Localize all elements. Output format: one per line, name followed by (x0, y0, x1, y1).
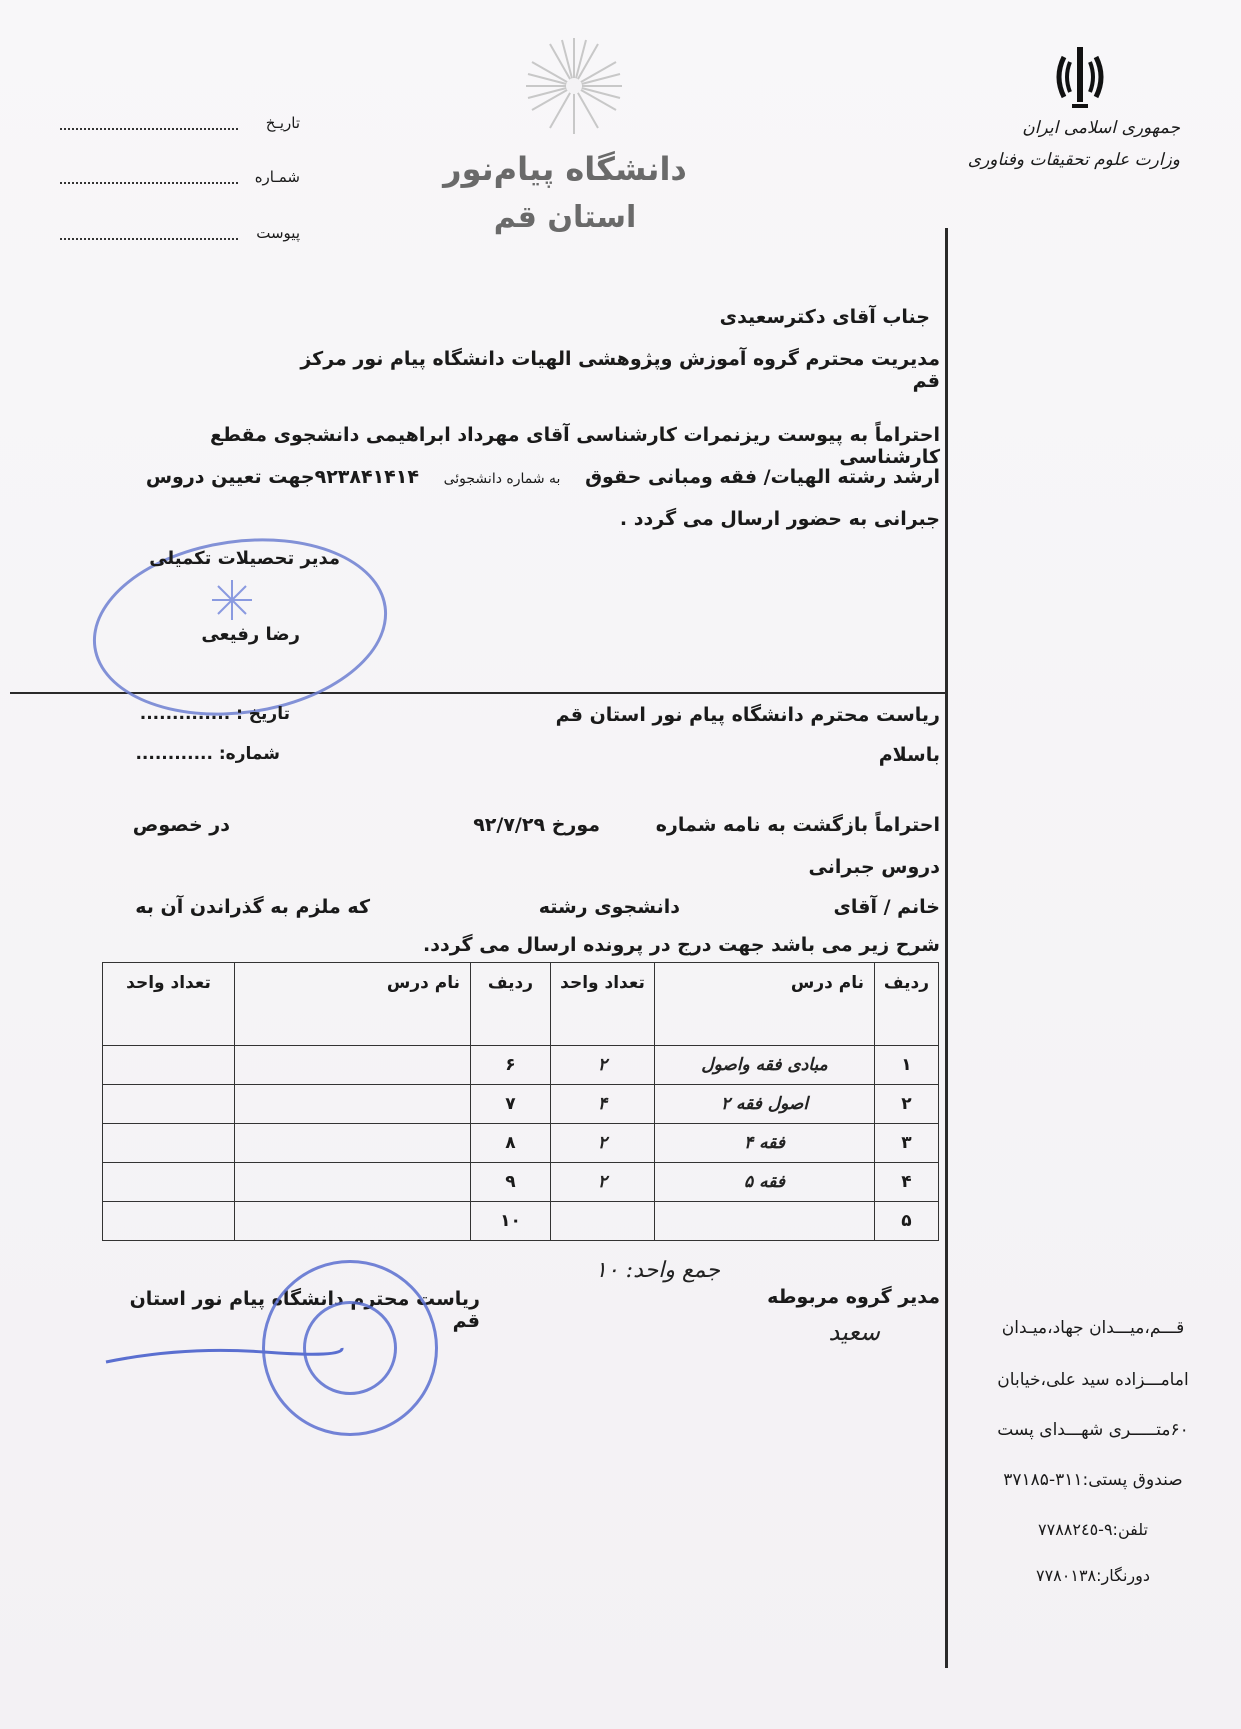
body-line-3: جبرانی به حضور ارسال می گردد . (619, 508, 940, 530)
group-head-label: مدیر گروه مربوطه (767, 1286, 940, 1308)
address-line-2: امامـــزاده سید علی،خیابان (997, 1370, 1189, 1390)
group-head-signature: سعید (828, 1318, 880, 1346)
field-label: دانشجوی رشته (538, 896, 680, 918)
header-row-number-2: ردیف (471, 963, 551, 1046)
table-row: ۳ فقه ۴ ۲ ۸ (103, 1124, 939, 1163)
date-field: تاریـخ (60, 114, 300, 138)
header-course-name: نام درس (655, 963, 875, 1046)
header-course-name-2: نام درس (235, 963, 471, 1046)
address-line-3: ۶۰متـــــری شهـــدای پست (997, 1420, 1189, 1440)
table-row: ۵ ۱۰ (103, 1202, 939, 1241)
table-header-row (103, 963, 939, 1046)
header-units-2: تعداد واحد (103, 963, 235, 1046)
header-units: تعداد واحد (551, 963, 655, 1046)
attachment-field: پیوست (60, 224, 300, 248)
obligated-text: که ملزم به گذراندن آن به (135, 896, 370, 918)
president-label: ریاست محترم دانشگاه پیام نور استان قم (129, 1288, 480, 1332)
table-row: ۲ اصول فقه ۲ ۴ ۷ (103, 1085, 939, 1124)
reply-addressee: ریاست محترم دانشگاه پیام نور استان قم (555, 704, 940, 726)
republic-title: جمهوری اسلامی ایران (1022, 118, 1180, 138)
signature-stroke (104, 1340, 344, 1370)
province-name: استان قم (493, 200, 637, 235)
address-line-4: صندوق پستی:۳۱۱-۳۷۱۸۵ (1003, 1470, 1183, 1490)
ref-text: احتراماً بازگشت به نامه شماره (655, 814, 940, 836)
fax-number: دورنگار:۷۷۸۰۱۳۸ (1035, 1566, 1150, 1585)
student-label: خانم / آقای (833, 896, 940, 918)
phone-number: تلفن:۹-۷۷۸۸۲٤٥ (1038, 1520, 1148, 1539)
table-row: ۴ فقه ۵ ۲ ۹ (103, 1163, 939, 1202)
table-row: ۱ مبادی فقه واصول ۲ ۶ (103, 1046, 939, 1085)
salutation: جناب آقای دکترسعیدی (719, 306, 930, 328)
university-name: دانشگاه پیام‌نور (443, 150, 687, 188)
address-line-1: قـــم،میـــدان جهاد،میـدان (1001, 1318, 1185, 1338)
iran-emblem-icon (1050, 42, 1110, 112)
reply-number: شماره: ............ (135, 744, 280, 764)
table-intro: شرح زیر می باشد جهت درج در پرونده ارسال می گردد. (423, 934, 940, 956)
addressee: مدیریت محترم گروه آموزش وپژوهشی الهیات دانشگاه پیام نور مرکز قم (300, 348, 940, 392)
signer-name: رضا رفیعی (201, 624, 300, 645)
number-field: شمـاره (60, 168, 300, 192)
reply-subject: دروس جبرانی (808, 856, 940, 878)
signer-title: مدیر تحصیلات تکمیلی (149, 548, 340, 569)
ministry-title: وزارت علوم تحقیقات وفناوری (967, 150, 1180, 170)
total-units-note: جمع واحد: ۱۰ (595, 1258, 720, 1283)
ref-date: مورخ ۹۲/۷/۲۹ (473, 814, 600, 836)
body-line-2: ارشد رشته الهیات/ فقه ومبانی حقوق به شماره دانشجوئی ۹۲۳۸۴۱۴۱۴جهت تعیین دروس (145, 466, 940, 488)
reply-date: تاریخ : .............. (139, 704, 290, 724)
body-line-1: احتراماً به پیوست ریزنمرات کارشناسی آقای مهرداد ابراهیمی دانشجوی مقطع کارشناسی (210, 424, 940, 468)
university-logo-icon (524, 36, 624, 136)
ref-about: در خصوص (132, 814, 230, 836)
courses-table (102, 962, 939, 1241)
vertical-divider (945, 228, 948, 1668)
stamp-logo-icon (210, 578, 254, 622)
header-row-number: ردیف (875, 963, 939, 1046)
reply-greeting: باسلام (878, 744, 940, 766)
